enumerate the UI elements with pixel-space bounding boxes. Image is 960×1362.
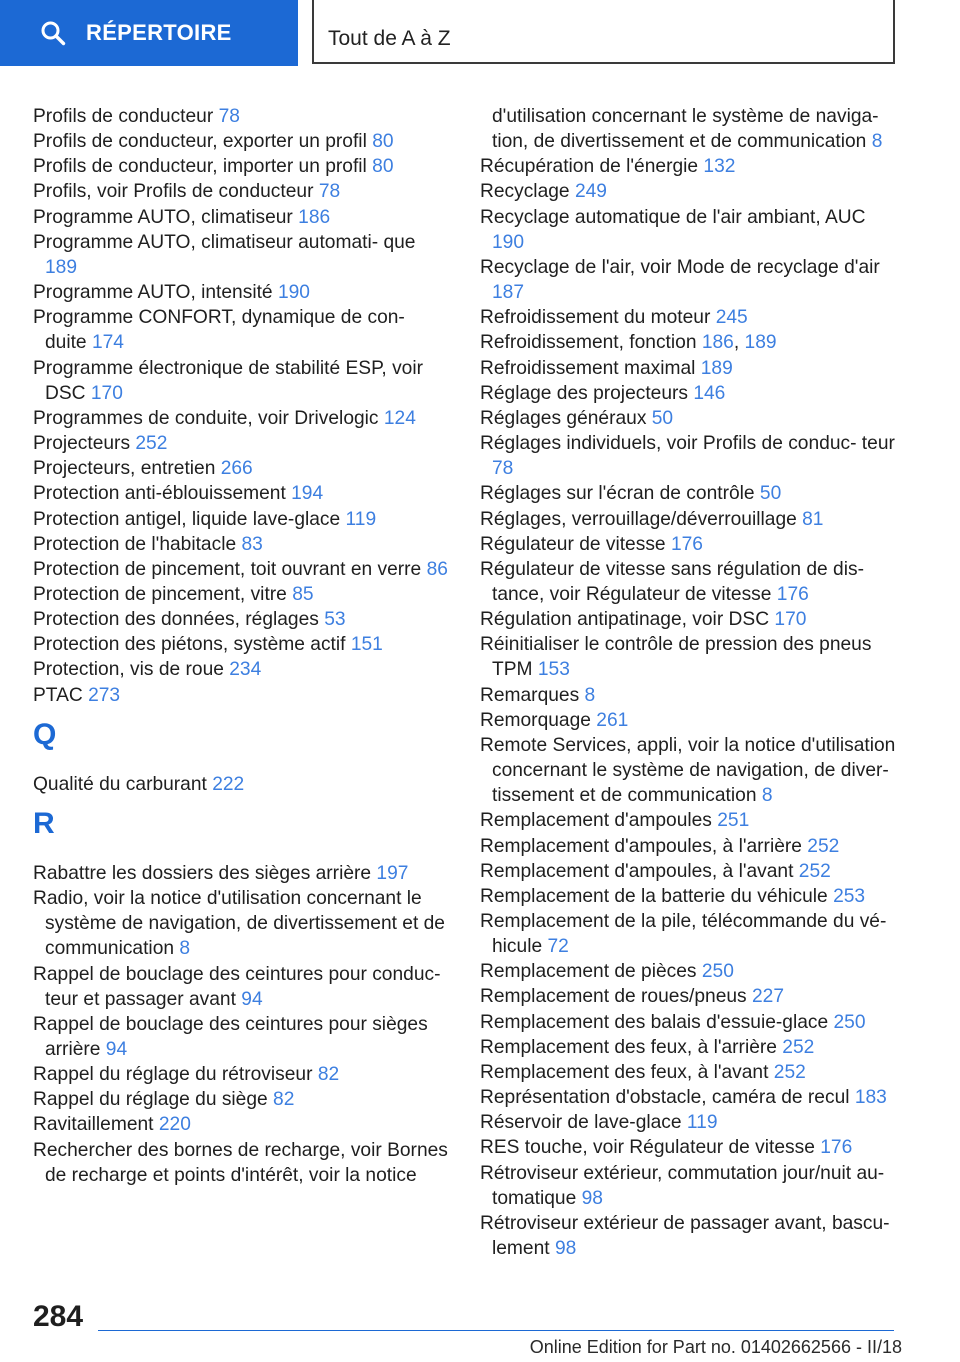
page-reference-link[interactable]: 250: [833, 1011, 866, 1033]
index-entry-term: Protection de pincement, vitre: [33, 583, 287, 605]
section-letter: Q: [33, 717, 57, 751]
page-reference-link[interactable]: 83: [241, 533, 263, 555]
page-reference-link[interactable]: 186: [701, 332, 734, 354]
section-letter: R: [33, 806, 55, 840]
index-entry-term: Programmes de conduite, voir Drivelogic: [33, 407, 379, 429]
index-entry-term: Réglages sur l'écran de contrôle: [480, 483, 755, 505]
index-entry-term: Remplacement des feux, à l'avant: [480, 1061, 769, 1083]
index-entry-term: Régulation antipatinage, voir DSC: [480, 609, 770, 631]
page-reference-link[interactable]: 119: [345, 508, 377, 530]
index-entry-term: Remplacement d'ampoules, à l'arrière: [480, 835, 802, 857]
index-entry-term: Programme électronique de stabilité ESP, voir DSC: [33, 357, 423, 404]
index-entry-term: Rappel du réglage du rétroviseur: [33, 1064, 313, 1086]
page-reference-link[interactable]: 53: [324, 609, 346, 631]
index-entry: [33, 179, 451, 204]
index-entry: [480, 834, 898, 859]
index-entry-term: Protection anti-éblouissement: [33, 483, 286, 505]
index-entry: [480, 507, 898, 532]
index-entry: [480, 205, 898, 255]
page-reference-link[interactable]: 98: [554, 1238, 577, 1260]
page-reference-link[interactable]: 50: [651, 407, 674, 429]
page-reference-link[interactable]: 189: [45, 256, 78, 278]
page-reference-link[interactable]: 253: [833, 885, 866, 907]
index-entry-term: Refroidissement maximal: [480, 357, 696, 379]
index-entry-term: Projecteurs, entretien: [33, 458, 216, 480]
page-reference-link[interactable]: 8: [584, 684, 596, 706]
page-reference-link[interactable]: 174: [91, 332, 124, 354]
index-entry-term: Remplacement d'ampoules, à l'avant: [480, 860, 794, 882]
page-reference-link[interactable]: 94: [241, 988, 263, 1010]
index-entry: [33, 356, 451, 406]
index-entry: Refroidissement, fonction 186, 189: [480, 332, 777, 354]
page-reference-link[interactable]: 190: [492, 231, 525, 253]
page-reference-link[interactable]: 170: [774, 609, 807, 631]
index-entry-term: Protection de l'habitacle: [33, 533, 237, 555]
index-entry: [480, 959, 898, 984]
index-entry-term: Représentation d'obstacle, caméra de recul: [480, 1087, 850, 1109]
index-entry-term: Profils de conducteur, exporter un profil: [33, 131, 367, 153]
index-entry: [480, 1135, 898, 1160]
index-entry-term: RES touche, voir Régulateur de vitesse: [480, 1137, 815, 1159]
index-entry: [33, 657, 451, 682]
index-entry: [480, 406, 898, 431]
index-entry-term: Réglages individuels, voir Profils de conduc‐ teur: [480, 433, 895, 455]
index-entry: [480, 984, 898, 1009]
page-reference-link[interactable]: 81: [802, 508, 824, 530]
page-reference-link[interactable]: 98: [581, 1187, 603, 1209]
page-reference-link[interactable]: 82: [317, 1064, 340, 1086]
index-entry: [480, 179, 898, 204]
index-entry: [33, 230, 451, 280]
page-reference-link[interactable]: 80: [372, 156, 394, 178]
page-reference-link[interactable]: 94: [105, 1039, 128, 1060]
page-reference-link[interactable]: 190: [277, 282, 310, 304]
page-reference-link[interactable]: 119: [686, 1112, 718, 1134]
index-entry: [33, 431, 451, 456]
index-entry-term: Remplacement des balais d'essuie-glace: [480, 1011, 829, 1033]
index-entry: [33, 1087, 451, 1112]
index-entry: [33, 456, 451, 481]
index-button[interactable]: [0, 0, 298, 66]
index-entry-term: Remplacement de la pile, télécommande du vé‐ hicule: [480, 911, 887, 958]
index-entry: [480, 1060, 898, 1085]
index-entry-term: Recyclage de l'air, voir Mode de recyclage d'air: [480, 256, 880, 278]
page-reference-link[interactable]: 82: [273, 1089, 295, 1111]
footer-divider: [98, 1330, 894, 1331]
index-entry: [480, 859, 898, 884]
page-reference-link[interactable]: 249: [574, 181, 607, 203]
index-entry: [480, 632, 898, 682]
index-entry: [33, 861, 451, 886]
index-entry: [480, 154, 898, 179]
page-reference-link[interactable]: 252: [782, 1036, 815, 1058]
page-reference-link[interactable]: 170: [90, 382, 123, 404]
index-entry-term: Régulateur de vitesse sans régulation de dis‐ tance, voir Régulateur de vitesse: [480, 558, 864, 605]
index-entry-term: Remplacement des feux, à l'arrière: [480, 1036, 777, 1058]
page-reference-link[interactable]: 252: [798, 860, 831, 882]
index-column-left: [33, 104, 451, 1188]
index-entry: [33, 683, 451, 708]
index-entry-term: Rétroviseur extérieur de passager avant, bascu‐ lement: [480, 1212, 890, 1260]
index-entry: [33, 481, 451, 506]
index-entry: [33, 1012, 451, 1062]
index-entry: [480, 708, 898, 733]
index-entry: [33, 1112, 451, 1137]
index-entry: [33, 532, 451, 557]
page-reference-link[interactable]: 50: [759, 483, 782, 505]
page-reference-link[interactable]: 250: [701, 961, 734, 983]
index-entry-term: Remorquage: [480, 709, 591, 731]
index-entry-term: Refroidissement, fonction: [480, 332, 697, 354]
a-to-z-label: Tout de A à Z: [328, 27, 451, 50]
index-entry-term: Recyclage automatique de l'air ambiant, AUC: [480, 206, 866, 228]
index-entry: [33, 582, 451, 607]
page-reference-link[interactable]: 234: [229, 659, 262, 681]
index-entry: [480, 683, 898, 708]
index-entry: [480, 1010, 898, 1035]
page-reference-link[interactable]: 189: [744, 332, 777, 354]
index-entry: [33, 280, 451, 305]
index-entry: [33, 886, 451, 961]
page-reference-link[interactable]: 146: [693, 382, 726, 404]
index-entry-term: Profils de conducteur, importer un profil: [33, 156, 367, 178]
index-entry: [480, 808, 898, 833]
index-entry-term: Rappel de bouclage des ceintures pour sièges arrière: [33, 1013, 428, 1060]
index-entry-term: Programme AUTO, intensité: [33, 282, 273, 304]
index-entry-term: Programme CONFORT, dynamique de con‐ duite: [33, 307, 405, 354]
page-reference-link[interactable]: 273: [88, 684, 121, 706]
page-reference-link[interactable]: 252: [807, 835, 840, 857]
search-icon: [40, 20, 66, 46]
page-reference-link[interactable]: 132: [703, 156, 736, 178]
index-entry-term: Remarques: [480, 684, 580, 706]
index-entry-term: Récupération de l'énergie: [480, 156, 699, 178]
index-entry-term: Rabattre les dossiers des sièges arrière: [33, 862, 372, 884]
index-entry: [480, 1161, 898, 1211]
index-entry: [480, 532, 898, 557]
page-reference-link[interactable]: 151: [350, 634, 383, 656]
index-entry-term: Remplacement de la batterie du véhicule: [480, 885, 828, 907]
index-entry-term: Programme AUTO, climatiseur automati‐ que: [33, 231, 416, 253]
index-entry-term: Recyclage: [480, 181, 570, 203]
page-reference-link[interactable]: 72: [547, 936, 569, 958]
index-entry: [33, 1138, 451, 1188]
index-entry-term: Remplacement de roues/pneus: [480, 986, 747, 1008]
index-entry-term: Profils, voir Profils de conducteur: [33, 181, 314, 203]
page-reference-link[interactable]: 80: [372, 131, 394, 153]
page-reference-link[interactable]: 194: [291, 483, 324, 505]
page-reference-link[interactable]: 153: [537, 659, 570, 681]
index-entry-term: Ravitaillement: [33, 1114, 154, 1136]
page-reference-link[interactable]: 222: [212, 773, 245, 795]
index-entry-term: Réservoir de lave-glace: [480, 1112, 682, 1134]
top-navigation: [0, 0, 960, 66]
index-entry-term: Protection, vis de roue: [33, 659, 224, 681]
index-entry-term: Rappel de bouclage des ceintures pour conduc‐ teur et passager avant: [33, 963, 441, 1010]
index-entry: [480, 884, 898, 909]
index-entry: [480, 607, 898, 632]
index-entry-term: Réglage des projecteurs: [480, 382, 688, 404]
index-entry-term: Rechercher des bornes de recharge, voir Bornes de recharge et points d'intérêt, voir la notice: [33, 1139, 448, 1186]
index-entry: [33, 205, 451, 230]
index-entry-term: Rappel du réglage du siège: [33, 1089, 268, 1111]
page-reference-link[interactable]: 251: [717, 810, 750, 832]
page-reference-link[interactable]: 176: [670, 533, 703, 555]
index-entry: [33, 154, 451, 179]
page-reference-link[interactable]: 266: [220, 458, 253, 480]
index-entry: [33, 772, 451, 797]
index-entry-term: d'utilisation concernant le système de naviga‐ tion, de divertissement et de communication: [492, 106, 879, 153]
a-to-z-tab[interactable]: [312, 0, 895, 64]
index-entry-term: Remplacement d'ampoules: [480, 810, 712, 832]
page-number: 284: [33, 1300, 84, 1333]
edition-note: Online Edition for Part no. 01402662566 - II/18: [529, 1337, 902, 1357]
page-reference-link[interactable]: 197: [376, 862, 409, 884]
index-entry: [33, 607, 451, 632]
index-entry: [33, 507, 451, 532]
index-entry: [480, 255, 898, 305]
index-column-right: [480, 104, 898, 1261]
index-entry-term: Rétroviseur extérieur, commutation jour/nuit au‐ tomatique: [480, 1162, 885, 1209]
page-reference-link[interactable]: 227: [752, 986, 785, 1008]
index-entry-term: Réglages, verrouillage/déverrouillage: [480, 508, 797, 530]
index-entry-term: Qualité du carburant: [33, 773, 207, 795]
index-entry-term: Protection des données, réglages: [33, 609, 319, 631]
index-entry: [33, 962, 451, 1012]
index-entry-term: Protection des piétons, système actif: [33, 634, 346, 656]
index-entry-term: Protection antigel, liquide lave-glace: [33, 508, 341, 530]
index-entry: [33, 1062, 451, 1087]
page-reference-link[interactable]: 186: [298, 206, 331, 228]
page-reference-link[interactable]: 252: [773, 1061, 806, 1083]
index-entry: [480, 1211, 898, 1261]
index-entry: [480, 381, 898, 406]
index-entry: [480, 557, 898, 607]
index-entry: [33, 632, 451, 657]
index-entry-term: Réglages généraux: [480, 407, 647, 429]
index-entry-term: Projecteurs: [33, 433, 131, 455]
index-entry: [480, 1110, 898, 1135]
index-entry: [480, 909, 898, 959]
index-entry-term: Régulateur de vitesse: [480, 533, 666, 555]
index-entry: [480, 305, 898, 330]
index-entry-term: Protection de pincement, toit ouvrant en verre: [33, 558, 422, 580]
page-reference-link[interactable]: 176: [776, 583, 809, 605]
page-reference-link[interactable]: 187: [492, 282, 525, 304]
index-entry-term: Remote Services, appli, voir la notice d'utilisation concernant le système de navigation, de diver‐ tissement et de communication: [480, 734, 896, 807]
page-reference-link[interactable]: 78: [218, 106, 240, 127]
page-reference-link[interactable]: 252: [135, 433, 168, 455]
index-entry: [33, 557, 451, 582]
index-entry-term: Radio, voir la notice d'utilisation concernant le système de navigation, de divertissement et de communication: [33, 888, 445, 960]
index-entry: [480, 1035, 898, 1060]
page-reference-link[interactable]: 78: [492, 458, 514, 480]
index-entry: [33, 406, 451, 431]
index-entry-term: Profils de conducteur: [33, 106, 214, 127]
page-reference-link[interactable]: 176: [820, 1137, 853, 1159]
index-entry: [480, 1085, 898, 1110]
page-reference-link[interactable]: 78: [318, 181, 341, 203]
index-entry: [480, 481, 898, 506]
index-entry-term: PTAC: [33, 684, 83, 706]
page-reference-link[interactable]: 189: [700, 357, 733, 379]
page-reference-link[interactable]: 86: [426, 558, 448, 580]
index-entry: [480, 733, 898, 808]
page-reference-link[interactable]: 261: [596, 709, 629, 731]
index-entry: [33, 104, 451, 129]
page-reference-link[interactable]: 183: [854, 1087, 887, 1109]
page-reference-link[interactable]: 220: [158, 1114, 191, 1136]
index-entry: [480, 431, 898, 481]
index-entry: [480, 356, 898, 381]
index-entry-term: Réinitialiser le contrôle de pression des pneus TPM: [480, 634, 872, 681]
index-entry: [33, 129, 451, 154]
page-reference-link[interactable]: 8: [871, 131, 883, 153]
page-reference-link[interactable]: 85: [292, 583, 314, 605]
index-entry-term: Remplacement de pièces: [480, 961, 697, 983]
index-entry-term: Refroidissement du moteur: [480, 307, 711, 329]
page-reference-link[interactable]: 124: [383, 407, 416, 429]
index-entry: [33, 305, 451, 355]
index-entry-term: Programme AUTO, climatiseur: [33, 206, 293, 228]
index-label: RÉPERTOIRE: [86, 20, 232, 45]
page-reference-link[interactable]: 8: [179, 938, 191, 960]
page-reference-link[interactable]: 8: [761, 785, 773, 807]
page-reference-link[interactable]: 245: [715, 307, 748, 329]
index-entry: [480, 104, 898, 154]
